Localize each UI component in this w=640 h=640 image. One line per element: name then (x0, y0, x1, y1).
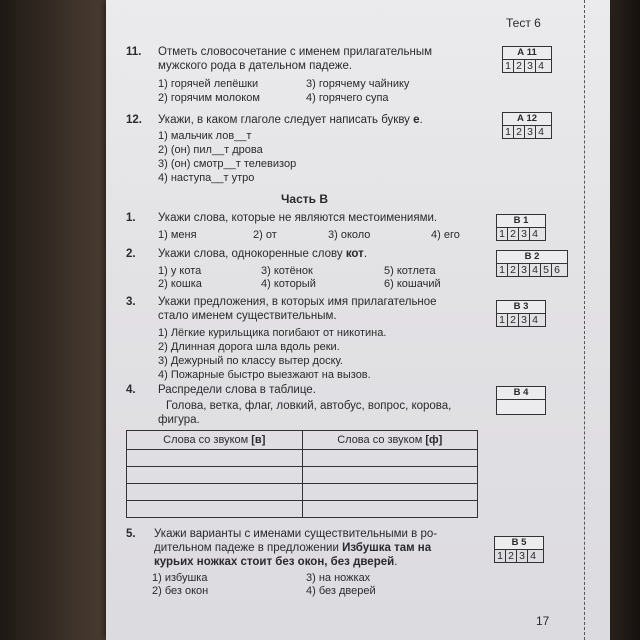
part-b-question-2-option-3[interactable]: 3) котёнок (261, 265, 313, 277)
table-cell-f[interactable] (302, 467, 478, 484)
part-b-question-2-option-2[interactable]: 2) кошка (158, 278, 202, 290)
answer-cell[interactable]: 3 (519, 314, 530, 326)
answer-cell[interactable]: 2 (514, 60, 525, 72)
answer-cell[interactable]: 4 (532, 228, 538, 240)
answer-box-b5: В 5 1 2 3 4 (494, 536, 544, 563)
answer-cell[interactable]: 3 (525, 60, 536, 72)
part-b-question-2-keyword: кот (345, 248, 364, 260)
part-b-question-4-words-line-2: фигура. (158, 414, 200, 426)
answer-cell[interactable]: 4 (530, 550, 536, 562)
part-b-question-2-number: 2. (126, 248, 136, 260)
table-cell-v[interactable] (127, 501, 303, 518)
part-b-question-3-option-1[interactable]: 1) Лёгкие курильщика погибают от никотина. (158, 327, 387, 339)
part-b-question-2-option-1[interactable]: 1) у кота (158, 265, 202, 277)
answer-cell[interactable]: 3 (525, 126, 536, 138)
table-cell-f[interactable] (302, 501, 478, 518)
part-b-question-2-option-5[interactable]: 5) котлета (384, 265, 436, 277)
part-b-question-1-option-4[interactable]: 4) его (431, 229, 460, 241)
question-12-option-1[interactable]: 1) мальчик лов__т (158, 130, 252, 142)
question-11-option-3[interactable]: 3) горячему чайнику (306, 78, 410, 90)
question-12-text: Укажи, в каком глаголе следует написать букву е. (158, 114, 423, 126)
part-b-question-2-option-6[interactable]: 6) кошачий (384, 278, 441, 290)
test-title: Тест 6 (506, 16, 541, 30)
part-b-question-1-option-1[interactable]: 1) меня (158, 229, 197, 241)
worksheet-page (106, 0, 610, 640)
answer-cell[interactable]: 4 (538, 60, 544, 72)
answer-cell[interactable]: 2 (508, 228, 519, 240)
answer-cell[interactable]: 3 (519, 264, 530, 276)
part-b-question-1-text: Укажи слова, которые не являются местоимениями. (158, 212, 438, 224)
answer-cell[interactable]: 4 (538, 126, 544, 138)
answer-cell[interactable]: 1 (497, 264, 508, 276)
table-cell-v[interactable] (127, 450, 303, 467)
desk-background-right (610, 0, 640, 640)
answer-box-a11: А 11 1 2 3 4 (502, 46, 552, 73)
table-cell-v[interactable] (127, 484, 303, 501)
part-b-question-3-number: 3. (126, 296, 136, 308)
table-cell-v[interactable] (127, 467, 303, 484)
cut-line (584, 0, 585, 640)
part-b-question-3-option-3[interactable]: 3) Дежурный по классу вытер доску. (158, 355, 343, 367)
part-b-question-4-text: Распредели слова в таблице. (158, 384, 316, 396)
part-b-question-5-line-1: Укажи варианты с именами существительными в ро- (154, 528, 438, 540)
table-header-v: Слова со звуком [в] (127, 431, 303, 450)
question-11-line-2: мужского рода в дательном падеже. (158, 60, 353, 72)
part-b-title: Часть В (281, 192, 329, 206)
answer-box-b3: В 3 1 2 3 4 (496, 300, 546, 327)
part-b-question-5-number: 5. (126, 528, 136, 540)
part-b-question-1-option-2[interactable]: 2) от (253, 229, 277, 241)
answer-field-b4[interactable] (496, 399, 546, 415)
part-b-question-5-option-2[interactable]: 2) без окон (152, 585, 209, 597)
answer-cell[interactable]: 1 (503, 60, 514, 72)
question-12-option-2[interactable]: 2) (он) пил__т дрова (158, 144, 263, 156)
part-b-question-3-line-2: стало именем существительным. (158, 310, 337, 322)
table-row (127, 467, 478, 484)
table-header-f: Слова со звуком [ф] (302, 431, 478, 450)
answer-cell[interactable]: 2 (514, 126, 525, 138)
table-cell-f[interactable] (302, 484, 478, 501)
sound-sorting-table (126, 430, 478, 518)
part-b-question-2-text: Укажи слова, однокоренные слову кот. (158, 248, 368, 260)
question-11-number: 11. (126, 46, 142, 58)
table-row (127, 484, 478, 501)
part-b-question-2-option-4[interactable]: 4) который (261, 278, 316, 290)
answer-cell[interactable]: 4 (530, 264, 541, 276)
question-12-letter: е (413, 114, 420, 126)
part-b-question-4-number: 4. (126, 384, 136, 396)
part-b-question-1-number: 1. (126, 212, 136, 224)
part-b-question-5-option-3[interactable]: 3) на ножках (306, 572, 371, 584)
page-number: 17 (536, 614, 550, 628)
answer-cell[interactable]: 2 (508, 314, 519, 326)
table-row (127, 501, 478, 518)
answer-cell[interactable]: 5 (541, 264, 552, 276)
part-b-question-5-line-3: курьих ножках стоит без окон, без дверей. (154, 556, 398, 568)
answer-cell[interactable]: 2 (506, 550, 517, 562)
part-b-question-3-line-1: Укажи предложения, в которых имя прилагательное (158, 296, 437, 308)
part-b-question-1-option-3[interactable]: 3) около (328, 229, 371, 241)
answer-box-b1: В 1 1 2 3 4 (496, 214, 546, 241)
question-11-option-2[interactable]: 2) горячим молоком (158, 92, 260, 104)
part-b-question-5-line-2: дительном падеже в предложении Избушка там на (154, 542, 432, 554)
question-11-option-1[interactable]: 1) горячей лепёшки (158, 78, 259, 90)
question-11-line-1: Отметь словосочетание с именем прилагательным (158, 46, 433, 58)
question-12-option-3[interactable]: 3) (он) смотр__т телевизор (158, 158, 297, 170)
question-12-number: 12. (126, 114, 142, 126)
part-b-question-3-option-4[interactable]: 4) Пожарные быстро выезжают на вызов. (158, 369, 371, 381)
table-cell-f[interactable] (302, 450, 478, 467)
answer-cell[interactable]: 3 (517, 550, 528, 562)
answer-cell[interactable]: 1 (497, 228, 508, 240)
part-b-question-5-option-4[interactable]: 4) без дверей (306, 585, 376, 597)
answer-box-b4: В 4 (496, 386, 546, 415)
answer-cell[interactable]: 1 (495, 550, 506, 562)
question-12-option-4[interactable]: 4) наступа__т утро (158, 172, 255, 184)
part-b-question-5-option-1[interactable]: 1) избушка (152, 572, 208, 584)
answer-cell[interactable]: 2 (508, 264, 519, 276)
answer-cell[interactable]: 6 (554, 264, 560, 276)
table-row (127, 450, 478, 467)
answer-cell[interactable]: 1 (497, 314, 508, 326)
desk-background-left (0, 0, 106, 640)
answer-box-a12: А 12 1 2 3 4 (502, 112, 552, 139)
answer-cell[interactable]: 3 (519, 228, 530, 240)
answer-cell[interactable]: 1 (503, 126, 514, 138)
part-b-question-3-option-2[interactable]: 2) Длинная дорога шла вдоль реки. (158, 341, 340, 353)
part-b-question-4-words-line-1: Голова, ветка, флаг, ловкий, автобус, вопрос, корова, (166, 400, 452, 412)
question-11-option-4[interactable]: 4) горячего супа (306, 92, 389, 104)
answer-cell[interactable]: 4 (532, 314, 538, 326)
answer-box-b2: В 2 1 2 3 4 5 6 (496, 250, 568, 277)
